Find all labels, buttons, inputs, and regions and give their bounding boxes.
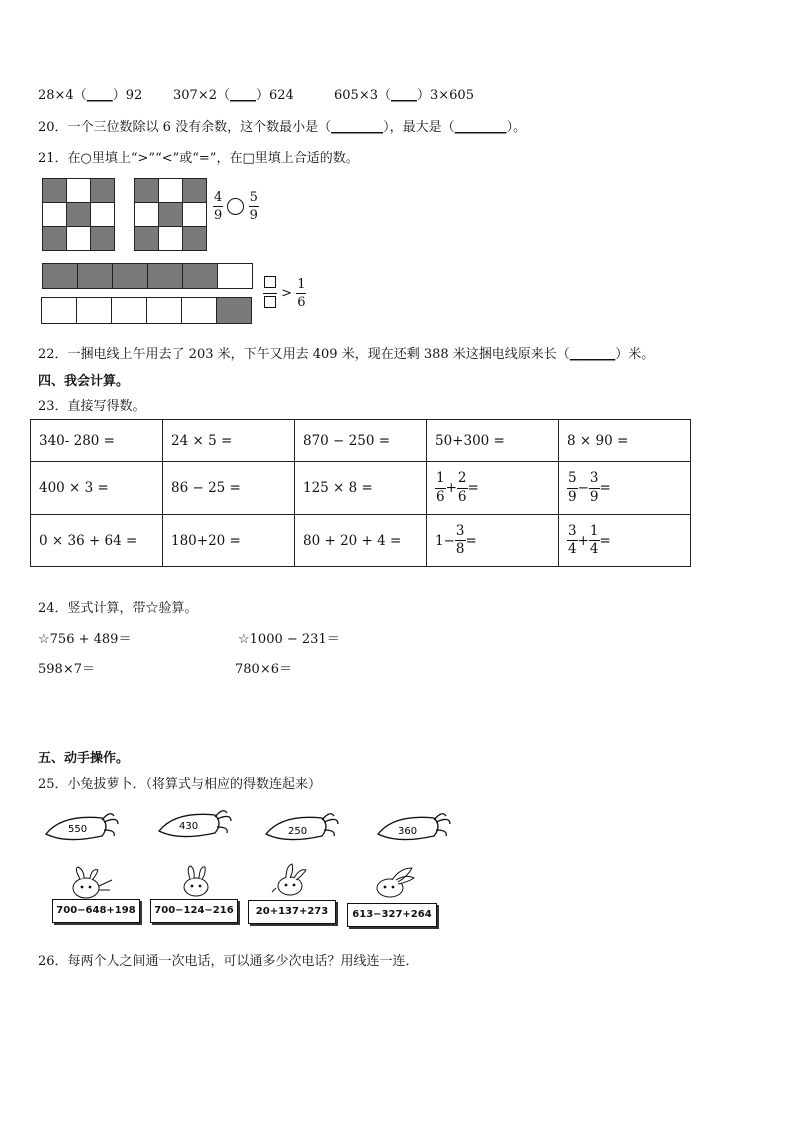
grid-cell: [159, 179, 183, 203]
grid-cell: [43, 227, 67, 251]
grid-cell: [135, 179, 159, 203]
rabbit-icon: [270, 862, 314, 898]
carrot-value: 550: [68, 824, 88, 835]
grid-cell: [135, 203, 159, 227]
rabbit-icon: [176, 864, 216, 898]
carrot-icon: [155, 803, 235, 847]
q19-item-3: 605×3（____）3×605: [334, 88, 474, 103]
table-cell[interactable]: 1− $\frac{3}{8}$ =: [427, 515, 559, 567]
table-cell[interactable]: 50+300 =: [427, 420, 559, 462]
vertical-calc-item: ☆1000 − 231＝: [238, 632, 340, 647]
grid-1: [43, 179, 115, 251]
bar-segment: [43, 264, 78, 289]
q19-item-2: 307×2（____）624: [173, 88, 294, 103]
table-cell[interactable]: 86 − 25 =: [163, 462, 295, 515]
fraction: $\frac{2}{6}$: [457, 470, 467, 505]
bar-segment: [182, 298, 217, 324]
bar-1: [43, 264, 253, 289]
grid-cell: [67, 227, 91, 251]
grid-cell: [67, 179, 91, 203]
section-title: 五、动手操作。: [38, 751, 130, 766]
grid-cell: [135, 227, 159, 251]
grid-cell: [183, 179, 207, 203]
answer-box[interactable]: [264, 276, 276, 288]
carrot-value: 250: [288, 826, 308, 837]
carrot-value: 360: [398, 826, 418, 837]
bar-2: [42, 298, 252, 324]
fraction: $\frac{5}{9}$: [568, 470, 577, 505]
compare-circle[interactable]: [227, 198, 244, 215]
answer-blank[interactable]: ________: [331, 120, 384, 135]
grid-cell: [159, 203, 183, 227]
answer-blank[interactable]: ________: [454, 120, 507, 135]
rabbit-icon: [368, 864, 418, 900]
bar-segment: [147, 298, 182, 324]
rabbit-icon: [66, 866, 116, 900]
bar-segment: [183, 264, 218, 289]
table-cell[interactable]: 24 × 5 =: [163, 420, 295, 462]
table-cell[interactable]: $\frac{5}{9}$ − $\frac{3}{9}$ =: [559, 462, 691, 515]
q25-question: 25．小兔拔萝卜．（将算式与相应的得数连起来）: [38, 777, 322, 792]
table-cell[interactable]: 8 × 90 =: [559, 420, 691, 462]
fraction: $\frac{1}{6}$: [436, 470, 445, 505]
q21-question: 21．在○里填上“>”“<”或“=”，在□里填上合适的数。: [38, 151, 359, 166]
fraction: $\frac{5}{9}$: [249, 190, 258, 223]
expression-card[interactable]: 613−327+264: [347, 903, 437, 927]
table-cell[interactable]: 180+20 =: [163, 515, 295, 567]
vertical-calc-item: 598×7＝: [38, 662, 95, 677]
table-cell[interactable]: $\frac{1}{6}$ + $\frac{2}{6}$ =: [427, 462, 559, 515]
fraction: $\frac{3}{4}$: [568, 522, 577, 557]
answer-blank[interactable]: ____: [229, 88, 256, 103]
grid-cell: [43, 203, 67, 227]
grid-cell: [183, 227, 207, 251]
table-cell[interactable]: $\frac{3}{4}$ + $\frac{1}{4}$ =: [559, 515, 691, 567]
table-cell[interactable]: 125 × 8 =: [295, 462, 427, 515]
q21-compare-2: [263, 276, 306, 311]
vertical-calc-item: ☆756 + 489＝: [38, 632, 132, 647]
carrot-value: 430: [179, 821, 199, 832]
table-row: [31, 462, 691, 515]
greater-than-sign: >: [281, 286, 293, 301]
grid-cell: [91, 227, 115, 251]
table-cell[interactable]: 400 × 3 =: [31, 462, 163, 515]
bar-segment: [148, 264, 183, 289]
q21-grid-figures: [38, 175, 338, 335]
q22-question: 22．一捆电线上午用去了 203 米，下午又用去 409 米，现在还剩 388 米这捆电线原来长（_______）米。: [38, 347, 655, 362]
table-cell[interactable]: 0 × 36 + 64 =: [31, 515, 163, 567]
carrot-icon: [42, 806, 122, 850]
bar-segment: [112, 298, 147, 324]
grid-cell: [159, 227, 183, 251]
section-title: 四、我会计算。: [38, 374, 130, 389]
fraction: $\frac{1}{6}$: [297, 277, 306, 310]
carrot-icon: [262, 806, 342, 850]
grid-cell: [43, 179, 67, 203]
answer-box[interactable]: [264, 296, 276, 308]
expression-card[interactable]: 700−124−216: [150, 899, 238, 923]
fraction: $\frac{3}{8}$: [455, 522, 465, 557]
answer-blank[interactable]: ____: [390, 88, 417, 103]
q26-question: 26．每两个人之间通一次电话，可以通多少次电话？用线连一连．: [38, 954, 419, 969]
vertical-calc-item: 780×6＝: [235, 662, 292, 677]
mental-math-table: [30, 419, 691, 567]
answer-blank[interactable]: ____: [86, 88, 113, 103]
table-cell[interactable]: 340- 280 =: [31, 420, 163, 462]
answer-blank[interactable]: _______: [569, 347, 616, 362]
grid-cell: [183, 203, 207, 227]
bar-segment: [78, 264, 113, 289]
bar-segment: [217, 298, 252, 324]
fraction: $\frac{4}{9}$: [214, 190, 223, 223]
q24-question: 24．竖式计算，带☆验算。: [38, 601, 198, 616]
q21-compare-1: [213, 191, 259, 222]
table-cell[interactable]: 80 + 20 + 4 =: [295, 515, 427, 567]
grid-cell: [91, 203, 115, 227]
table-row: [31, 420, 691, 462]
grid-2: [135, 179, 207, 251]
bar-segment: [77, 298, 112, 324]
q20-question: 20．一个三位数除以 6 没有余数，这个数最小是（________），最大是（________）。: [38, 120, 527, 135]
carrot-icon: [374, 806, 454, 850]
q23-question: 23．直接写得数。: [38, 399, 146, 414]
grid-cell: [91, 179, 115, 203]
bar-segment: [113, 264, 148, 289]
table-cell[interactable]: 870 − 250 =: [295, 420, 427, 462]
fraction: $\frac{1}{4}$: [589, 522, 599, 557]
expression-card[interactable]: 20+137+273: [248, 900, 336, 924]
expression-card[interactable]: 700−648+198: [52, 899, 140, 923]
table-row: [31, 515, 691, 567]
bar-segment: [42, 298, 77, 324]
q19-item-1: 28×4（____）92: [38, 88, 143, 103]
fraction: $\frac{3}{9}$: [589, 470, 599, 505]
grid-cell: [67, 203, 91, 227]
bar-segment: [218, 264, 253, 289]
fraction: [263, 276, 277, 311]
